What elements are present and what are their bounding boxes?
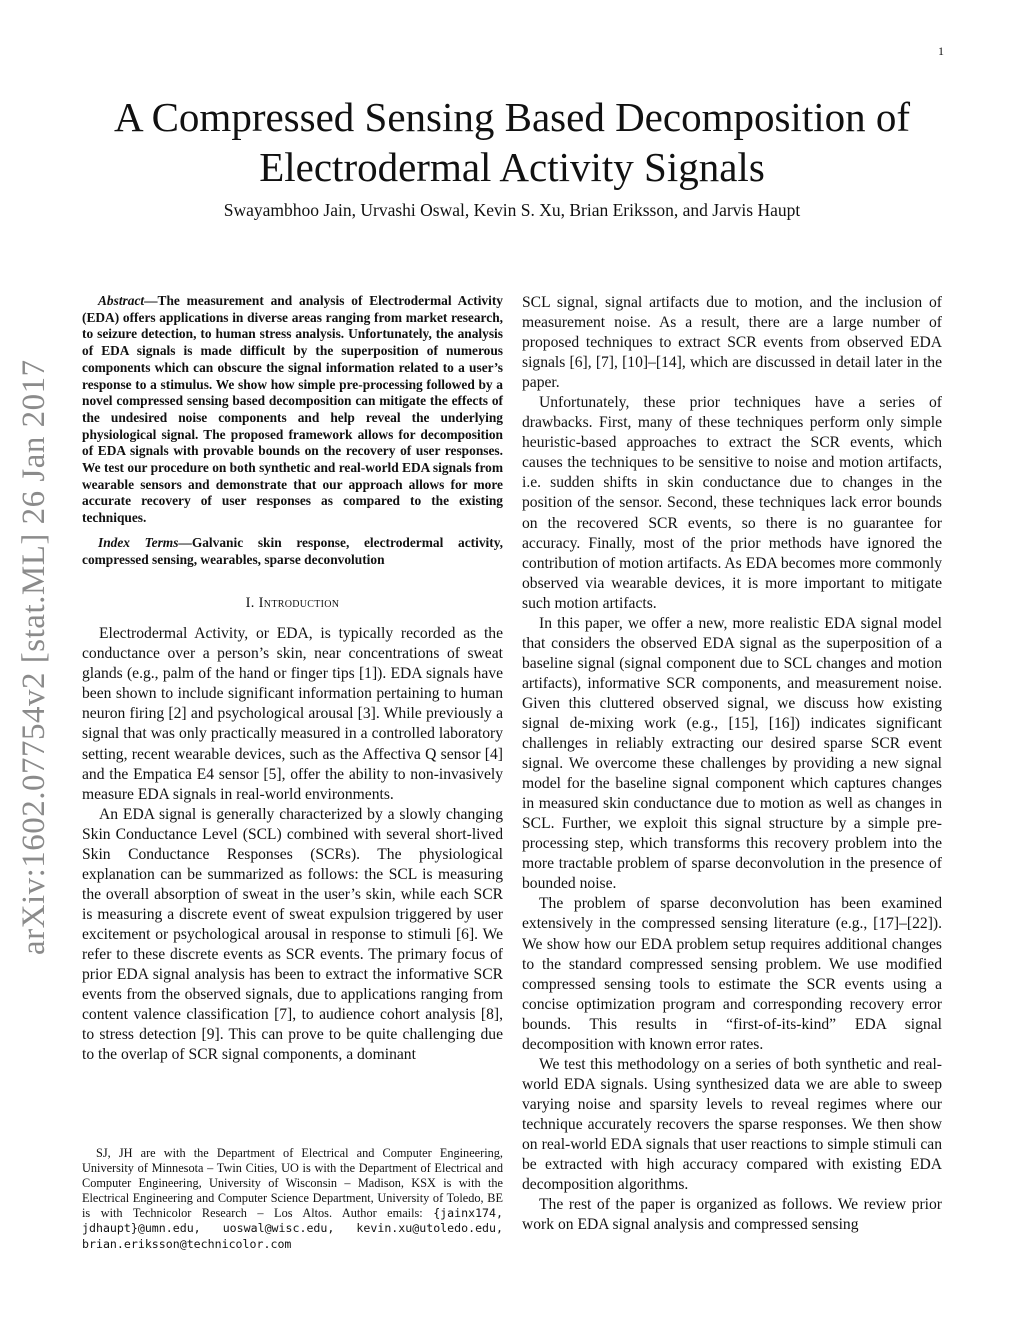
paragraph: SCL signal, signal artifacts due to motion, and the inclusion of measurement noise. As a result, there are a large number of proposed techniques to extract SCR events from observed EDA signals [6], [7], [10]–[14], which are discussed in detail later in the paper. — [522, 294, 942, 392]
author-list: Swayambhoo Jain, Urvashi Oswal, Kevin S. Xu, Brian Eriksson, and Jarvis Haupt — [223, 200, 801, 220]
paragraph: In this paper, we offer a new, more realistic EDA signal model that considers the observed EDA signal as the superposition of a baseline signal (signal component due to SCL changes and motion artifacts), informative SCR components, and measurement noise. Given this cluttered observed signal, we discuss how existing signal de-mixing work (e.g., [15], [16]) indicates significant challenges in reliably extracting our desired sparse SCR event signal. We overcome these challenges by providing a new signal model for the baseline signal component which captures changes in measured skin conductance due to motion as well as changes in SCL. Further, we exploit this signal structure by a simple pre-processing step, which transforms this recovery problem into the more tractable problem of sparse deconvolution in the presence of bounded noise. — [522, 614, 942, 893]
right-column — [522, 293, 942, 1235]
section-number: I. — [245, 595, 255, 612]
abstract-text: —The measurement and analysis of Electrodermal Activity (EDA) offers applications in diverse areas ranging from market research, to seizure detection, to human stress analysis. Unfortunately, the analysis of EDA signals is made difficult by the superposition of numerous components which can obscure the signal information related to a user’s response to a stimulus. We show how simple pre-processing followed by a novel compressed sensing based decomposition can mitigate the effects of the undesired noise components and help reveal the underlying physiological signal. The proposed framework allows for decomposition of EDA signals with provable bounds on the recovery of user responses. We test our procedure on both synthetic and real-world EDA signals from wearable sensors and demonstrate that our approach allows for more accurate recovery of user responses as compared to the existing techniques. — [82, 293, 503, 526]
section-heading — [82, 595, 503, 612]
arxiv-identifier-stamp: arXiv:1602.07754v2 [stat.ML] 26 Jan 2017 — [16, 359, 52, 955]
left-column — [82, 293, 503, 1065]
paragraph: An EDA signal is generally characterized by a slowly changing Skin Conductance Level (SCL) combined with several short-lived Skin Conductance Responses (SCRs). The physiological explanation can be summarized as follows: the SCL is measuring the overall absorption of sweat in the user’s skin, while each SCR is measuring a discrete event of sweat expulsion triggered by user excitement or psychological arousal in response to stimuli [6]. We refer to these discrete events as SCR events. The primary focus of prior EDA signal analysis has been to extract the informative SCR events from the observed signals, due to applications ranging from content valence classification [7], to audience cohort analysis [8], to stress detection [9]. This can prove to be quite challenging due to the overlap of SCR signal components, a dominant — [82, 805, 503, 1064]
index-terms-text: —Galvanic skin response, electrodermal activity, compressed sensing, wearables, sparse deconvolution — [82, 534, 503, 567]
index-terms-label: Index Terms — [98, 534, 179, 550]
paragraph: The problem of sparse deconvolution has been examined extensively in the compressed sensing literature (e.g., [17]–[22]). We show how our EDA problem setup requires additional changes to the standard compressed sensing problem. We use modified compressed sensing tools to estimate the SCR events using a concise optimization program and corresponding recovery error bounds. This results in “first-of-its-kind” EDA signal decomposition with known error rates. — [522, 895, 942, 1053]
paragraph: Electrodermal Activity, or EDA, is typically recorded as the conductance over a person’s skin, near concentrations of sweat glands (e.g., palm of the hand or finger tips [1]). EDA signals have been shown to include significant information pertaining to human neuron firing [2] and psychological arousal [3]. While previously a signal that was only practically measured in a controlled laboratory setting, recent wearable devices, such as the Affectiva Q sensor [4] and the Empatica E4 sensor [5], offer the ability to non-invasively measure EDA signals in real-world environments. — [82, 625, 503, 803]
paper-title: A Compressed Sensing Based Decomposition of Electrodermal Activity Signals — [113, 94, 911, 190]
paragraph: We test this methodology on a series of both synthetic and real-world EDA signals. Using synthesized data we are able to sweep varying noise and sparsity levels to reveal regimes where our technique accurately recovers the sparse responses. We then show on real-world EDA signals that user reactions to simple stimuli can be extracted with high accuracy compared with existing EDA decomposition algorithms. — [522, 1055, 942, 1194]
footnote-text: SJ, JH are with the Department of Electrical and Computer Engineering, University of Minnesota – Twin Cities, UO is with the Department of Electrical and Computer Engineering, University of Wisconsin – Madison, KSX is with the Electrical Engineering and Computer Science Department, University of Toledo, BE is with Technicolor Research – Los Altos. Author emails: — [82, 1146, 503, 1221]
affiliation-footnote — [82, 1146, 503, 1252]
section-title: Introduction — [258, 595, 340, 612]
author-emails: {jainx174, jdhaupt}@umn.edu, uoswal@wisc.edu, kevin.xu@utoledo.edu, brian.eriksson@technicolor.com — [82, 1206, 503, 1251]
index-terms — [82, 535, 503, 568]
abstract-label: Abstract — [98, 293, 145, 308]
page-number: 1 — [938, 44, 944, 58]
abstract — [82, 293, 503, 527]
paragraph: The rest of the paper is organized as follows. We review prior work on EDA signal analysis and compressed sensing — [522, 1196, 942, 1234]
paragraph: Unfortunately, these prior techniques have a series of drawbacks. First, many of these techniques perform only simple heuristic-based approaches to extract the SCR events, which causes the techniques to be sensitive to noise and motion artifacts, i.e. sudden shifts in skin conductance due to changes in the position of the sensor. Second, these techniques lack error bounds on the recovered SCR events, so there is no guarantee for accuracy. Finally, most of the prior methods have ignored the contribution of motion artifacts. As EDA becomes more commonly observed via wearable devices, it is more important to mitigate such motion artifacts. — [522, 394, 942, 612]
